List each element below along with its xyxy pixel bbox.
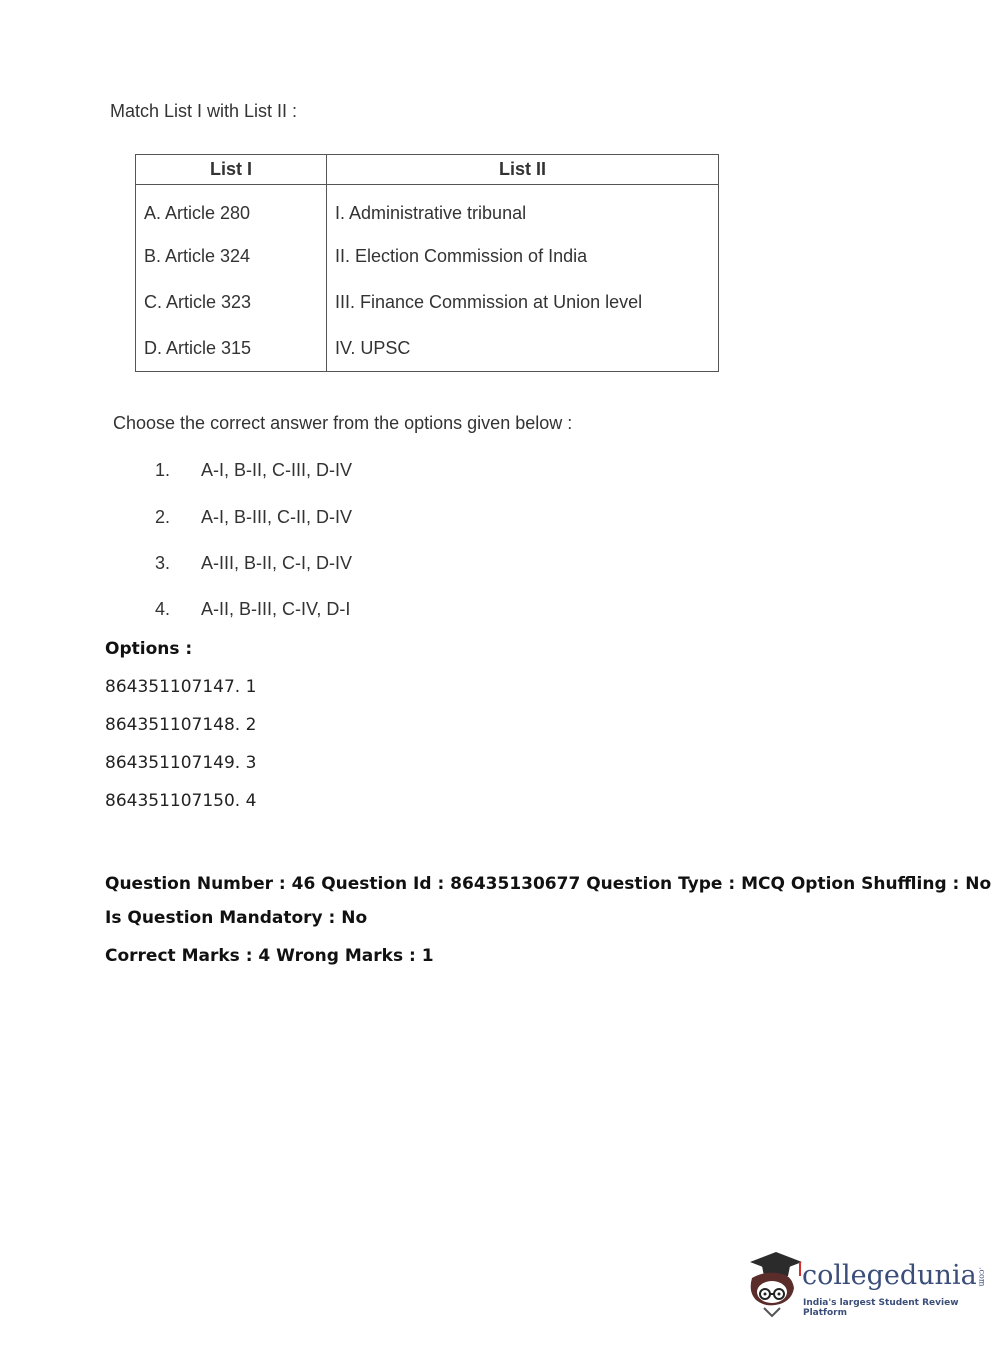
list-i-cell: C. Article 323 [136, 279, 327, 325]
question-mandatory: Is Question Mandatory : No [105, 908, 368, 928]
answer-choice [155, 507, 352, 528]
list-ii-cell: III. Finance Commission at Union level [327, 279, 719, 325]
option-item: 864351107150. 4 [105, 791, 257, 811]
table-row [136, 279, 719, 325]
answer-number: 4. [155, 599, 171, 619]
list-i-header: List I [136, 155, 327, 185]
answer-number: 1. [155, 460, 171, 480]
list-ii-cell: II. Election Commission of India [327, 233, 719, 279]
table-row [136, 185, 719, 234]
brand-tagline: India's largest Student Review Platform [803, 1298, 959, 1318]
option-item: 864351107148. 2 [105, 715, 257, 735]
answer-number: 2. [155, 507, 171, 527]
table-row [136, 233, 719, 279]
list-ii-cell: IV. UPSC [327, 325, 719, 372]
answer-text: A-I, B-II, C-III, D-IV [201, 460, 353, 480]
choose-instruction: Choose the correct answer from the options given below : [113, 413, 573, 433]
option-item: 864351107147. 1 [105, 677, 257, 697]
answer-number: 3. [155, 553, 171, 573]
option-item: 864351107149. 3 [105, 753, 257, 773]
answer-text: A-II, B-III, C-IV, D-I [201, 599, 351, 619]
list-ii-header: List II [327, 155, 719, 185]
list-i-cell: D. Article 315 [136, 325, 327, 372]
answer-text: A-I, B-III, C-II, D-IV [201, 507, 353, 527]
answer-text: A-III, B-II, C-I, D-IV [201, 553, 353, 573]
brand-name [802, 1260, 987, 1291]
answer-choice [155, 460, 352, 481]
options-heading: Options : [105, 639, 193, 659]
list-i-cell: B. Article 324 [136, 233, 327, 279]
brand-text: collegedunia [802, 1260, 977, 1291]
table-row [136, 325, 719, 372]
brand-suffix: .com [977, 1266, 987, 1287]
list-i-cell: A. Article 280 [136, 185, 327, 234]
question-intro: Match List I with List II : [110, 101, 298, 121]
answer-choice [155, 553, 352, 574]
answer-choice [155, 599, 350, 620]
question-marks: Correct Marks : 4 Wrong Marks : 1 [105, 946, 434, 966]
question-meta: Question Number : 46 Question Id : 86435130677 Question Type : MCQ Option Shuffling : No [105, 874, 992, 894]
match-table [135, 154, 719, 372]
list-ii-cell: I. Administrative tribunal [327, 185, 719, 234]
